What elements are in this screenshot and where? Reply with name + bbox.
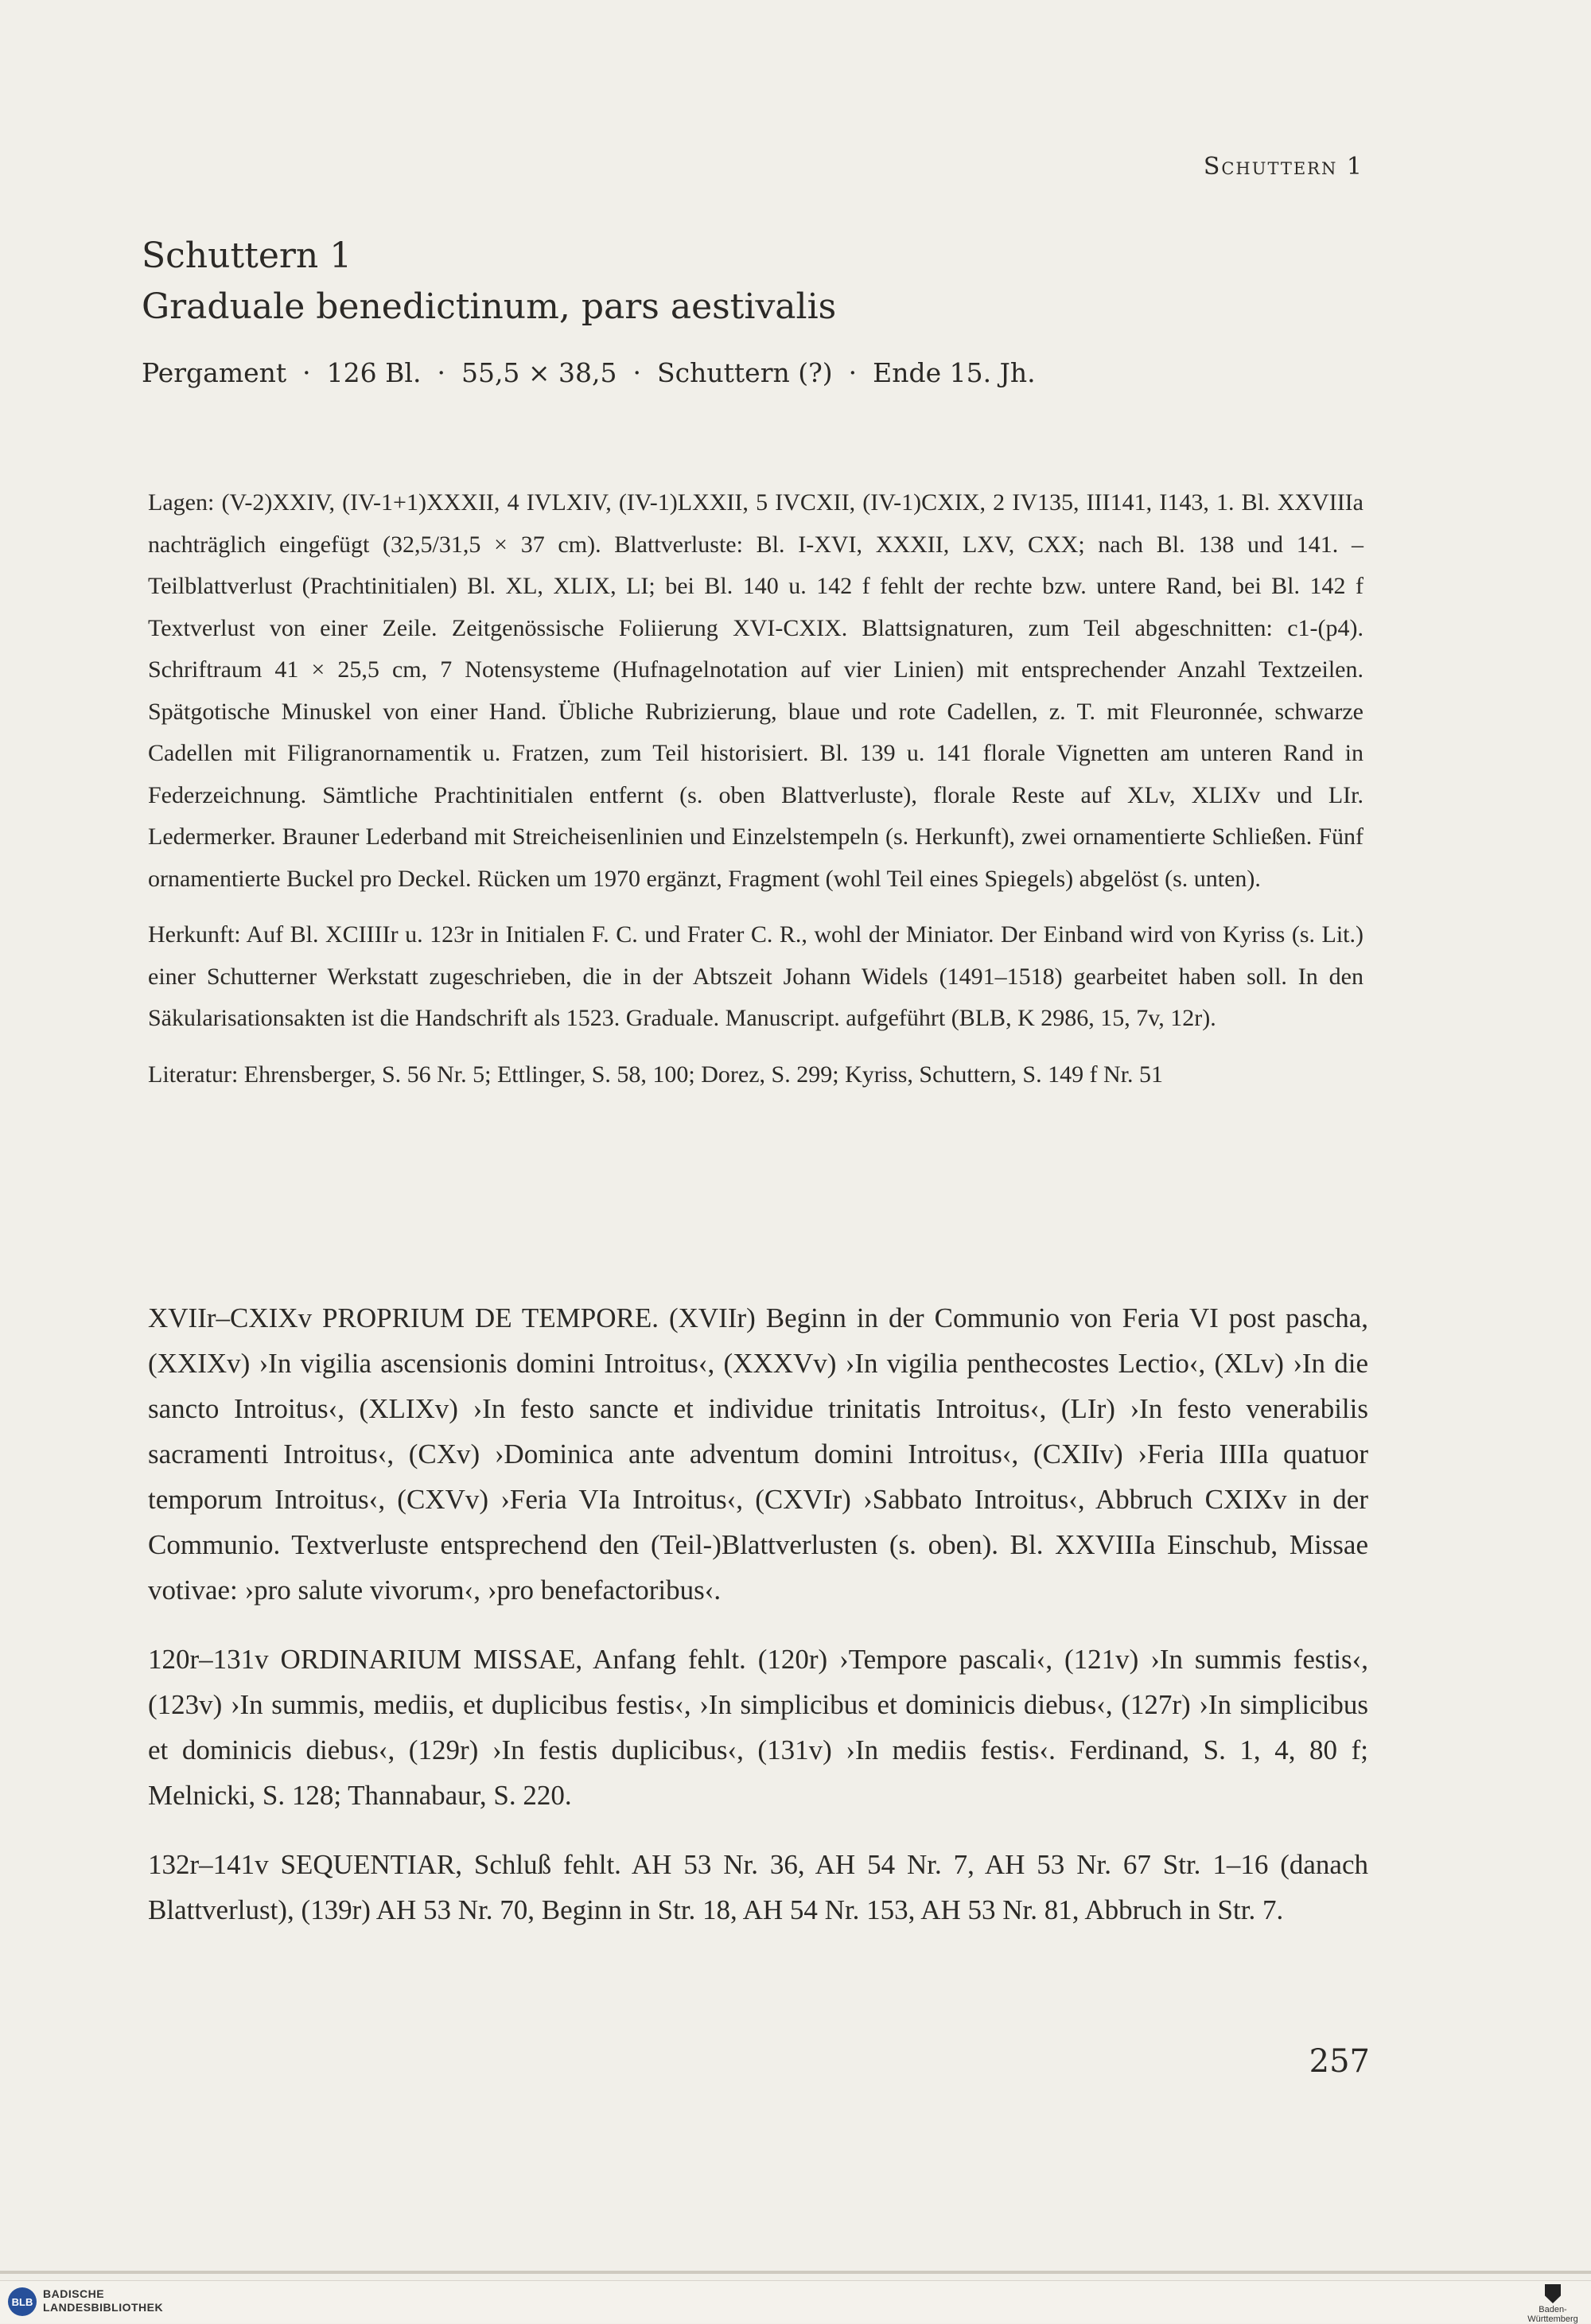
paragraph-ordinarium: 120r–131v ORDINARIUM MISSAE, Anfang fehlt. (120r) ›Tempore pascali‹, (121v) ›In summis festis‹, (123v) ›In summis, mediis, et duplicibus festis‹, ›In simplicibus et dominicis diebus‹, (127r) ›In simplicibus et dominicis diebus‹, (129r) ›In festis duplicibus‹, (131v) ›In mediis festis‹. Ferdinand, S. 1, 4, 80 f; Melnicki, S. 128; Thannabaur, S. 220.	[148, 1644, 1368, 1811]
footer-bar	[0, 2280, 1591, 2323]
meta-material: Pergament	[142, 357, 287, 388]
paragraph-sequentiar: 132r–141v SEQUENTIAR, Schluß fehlt. AH 53 Nr. 36, AH 54 Nr. 7, AH 53 Nr. 67 Str. 1–16 (danach Blattverlust), (139r) AH 53 Nr. 70, Beginn in Str. 18, AH 54 Nr. 153, AH 53 Nr. 81, Abbruch in Str. 7.	[148, 1849, 1368, 1925]
meta-leaves: 126 Bl.	[326, 357, 422, 388]
blb-logo-icon[interactable]: BLB	[8, 2287, 37, 2316]
blb-name-line1: BADISCHE	[43, 2287, 105, 2300]
contents-block	[148, 1295, 1368, 1956]
meta-size: 55,5 × 38,5	[461, 357, 617, 388]
bw-logo[interactable]	[1521, 2284, 1585, 2324]
paragraph-lagen: Lagen: (V-2)XXIV, (IV-1+1)XXXII, 4 IVLXIV, (IV-1)LXXII, 5 IVCXII, (IV-1)CXIX, 2 IV135, III141, I143, 1. Bl. XXVIIIa nachträglich eingefügt (32,5/31,5 × 37 cm). Blattverluste: Bl. I-XVI, XXXII, LXV, CXX; nach Bl. 138 und 141. – Teilblattverlust (Prachtinitialen) Bl. XL, XLIX, LI; bei Bl. 140 u. 142 f fehlt der rechte bzw. untere Rand, bei Bl. 142 f Textverlust von einer Zeile. Zeitgenössische Foliierung XVI-CXIX. Blattsignaturen, zum Teil abgeschnitten: c1-(p4). Schriftraum 41 × 25,5 cm, 7 Notensysteme (Hufnagelnotation auf vier Linien) mit entsprechender Anzahl Textzeilen. Spätgotische Minuskel von einer Hand. Übliche Rubrizierung, blaue und rote Cadellen, z. T. mit Fleuronnée, schwarze Cadellen mit Filigranornamentik u. Fratzen, zum Teil historisiert. Bl. 139 u. 141 florale Vignetten am unteren Rand in Federzeichnung. Sämtliche Prachtinitialen entfernt (s. oben Blattverluste), florale Reste auf XLv, XLIXv und LIr. Ledermerker. Brauner Lederband mit Streicheisenlinien und Einzelstempeln (s. Herkunft), zwei ornamentierte Schließen. Fünf ornamentierte Buckel pro Deckel. Rücken um 1970 ergänzt, Fragment (wohl Teil eines Spiegels) abgelöst (s. unten).	[148, 489, 1363, 892]
manuscript-title: Graduale benedictinum, pars aestivalis	[142, 286, 837, 327]
meta-origin: Schuttern (?)	[657, 357, 833, 388]
manuscript-meta: Pergament · 126 Bl. · 55,5 × 38,5 · Schuttern (?) · Ende 15. Jh.	[142, 357, 1036, 388]
paragraph-proprium: XVIIr–CXIXv PROPRIUM DE TEMPORE. (XVIIr) Beginn in der Communio von Feria VI post pascha, (XXIXv) ›In vigilia ascensionis domini Introitus‹, (XXXVv) ›In vigilia penthecostes Lectio‹, (XLv) ›In die sancto Introitus‹, (XLIXv) ›In festo sancte et individue trinitatis Introitus‹, (LIr) ›In festo venerabilis sacramenti Introitus‹, (CXv) ›Dominica ante adventum domini Introitus‹, (CXIIv) ›Feria IIIIa quatuor temporum Introitus‹, (CXVv) ›Feria VIa Introitus‹, (CXVIr) ›Sabbato Introitus‹, Abbruch CXIXv in der Communio. Textverluste entsprechend den (Teil-)Blattverlusten (s. oben). Bl. XXVIIIa Einschub, Missae votivae: ›pro salute vivorum‹, ›pro benefactoribus‹.	[148, 1302, 1368, 1606]
bw-crest-icon	[1545, 2284, 1561, 2303]
divider	[0, 2271, 1591, 2274]
paragraph-literatur: Literatur: Ehrensberger, S. 56 Nr. 5; Ettlinger, S. 58, 100; Dorez, S. 299; Kyriss, Schuttern, S. 149 f Nr. 51	[148, 1061, 1164, 1088]
paragraph-herkunft: Herkunft: Auf Bl. XCIIIIr u. 123r in Initialen F. C. und Frater C. R., wohl der Miniator. Der Einband wird von Kyriss (s. Lit.) einer Schutterner Werkstatt zugeschrieben, die in der Abtszeit Johann Widels (1491–1518) gearbeitet haben soll. In den Säkularisationsakten ist die Handschrift als 1523. Graduale. Manuscript. aufgeführt (BLB, K 2986, 15, 7v, 12r).	[148, 921, 1363, 1031]
page-number: 257	[1309, 2043, 1370, 2080]
blb-name[interactable]	[43, 2287, 163, 2314]
title-block	[142, 231, 1383, 393]
bw-label: Baden-Württemberg	[1527, 2305, 1578, 2324]
manuscript-shelfmark: Schuttern 1	[142, 236, 352, 276]
meta-date: Ende 15. Jh.	[873, 357, 1036, 388]
description-block	[148, 482, 1363, 1110]
running-header: Schuttern 1	[1203, 153, 1363, 181]
blb-name-line2: LANDESBIBLIOTHEK	[43, 2301, 164, 2314]
